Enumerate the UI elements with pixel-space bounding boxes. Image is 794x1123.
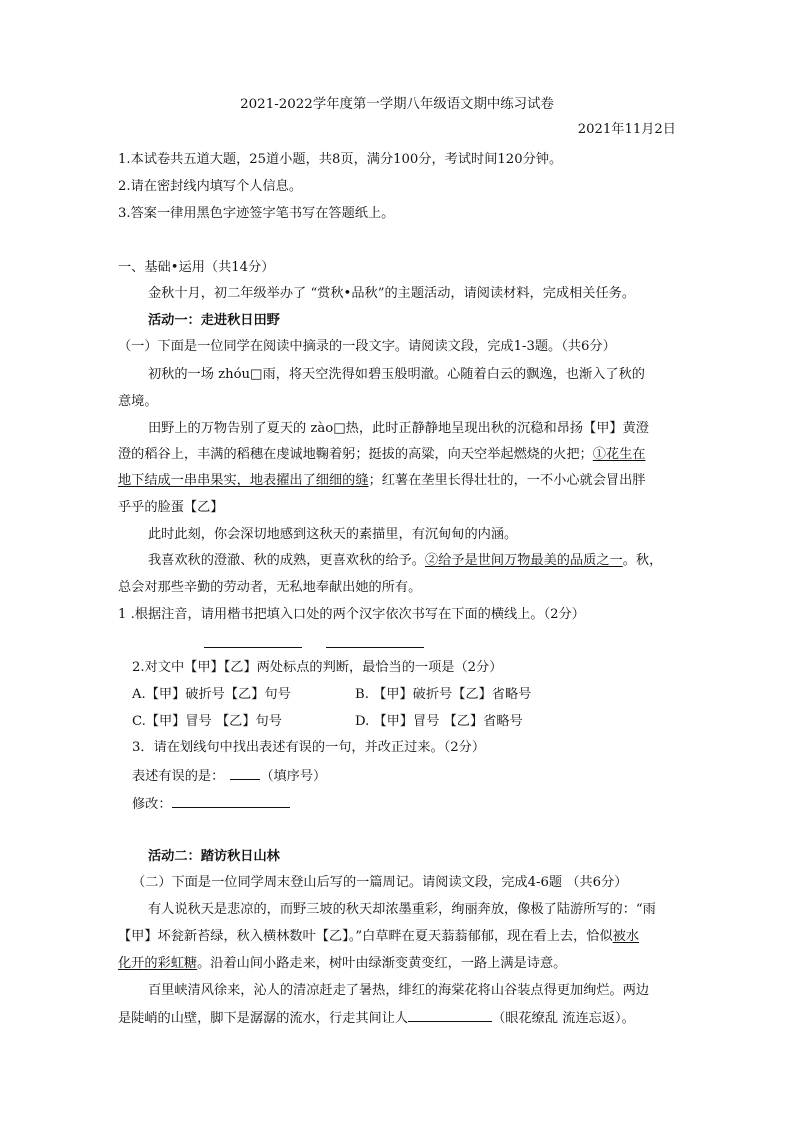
journal-paragraph-2a: 百里峡清风徐来，沁人的清凉赶走了暑热，绯红的海棠花将山谷装点得更加绚烂。两边 (148, 983, 650, 998)
option-a[interactable]: A.【甲】破折号【乙】句号 (132, 687, 291, 702)
journal-paragraph-1a: 有人说秋天是悲凉的，而野三坡的秋天却浓墨重彩，绚丽奔放，像极了陆游所写的：“雨 (148, 902, 656, 917)
exam-date: 2021年11月2日 (577, 122, 676, 137)
answer-blank-1[interactable] (204, 634, 302, 648)
question-1: 1 .根据注音，请用楷书把填入口处的两个汉字依次书写在下面的横线上。（2分） (118, 607, 585, 622)
passage-paragraph-2b (118, 446, 678, 464)
idiom-blank[interactable] (408, 1008, 492, 1022)
instruction-2: 2.请在密封线内填写个人信息。 (118, 179, 303, 194)
activity-1-title: 活动一：走进秋日田野 (148, 313, 280, 328)
idiom-choices: （眼花缭乱 流连忘返）。 (492, 1011, 635, 1026)
underlined-sentence-1-cont: 地下结成一串串果实，地表擢出了细细的缝 (118, 473, 369, 488)
passage-paragraph-2a: 田野上的万物告别了夏天的 zào□热，此时正静静地呈现出秋的沉稳和昂扬【甲】黄澄 (148, 421, 649, 436)
wrong-label: 表述有误的是： (132, 769, 225, 784)
activity-2-title: 活动二：踏访秋日山林 (148, 849, 280, 864)
underlined-phrase-cont: 化开的彩虹糖 (118, 956, 198, 971)
wrong-number-blank[interactable] (230, 766, 260, 780)
wrong-hint: （填序号） (260, 769, 327, 784)
section-heading: 一、基础•运用（共14分） (118, 260, 275, 275)
passage-paragraph-2c (118, 472, 678, 490)
passage-text: 我喜欢秋的澄澈、秋的成熟，更喜欢秋的给予。 (148, 553, 425, 568)
passage-paragraph-4b: 总会对那些辛勤的劳动者，无私地奉献出她的所有。 (118, 580, 422, 595)
journal-paragraph-2b (118, 1008, 678, 1028)
passage-paragraph-4a (148, 552, 678, 570)
fix-label: 修改： (132, 797, 172, 812)
passage-text: ；红薯在垄里长得壮壮的，一不小心就会冒出胖 (368, 473, 646, 488)
underlined-sentence-2: ②给予是世间万物最美的品质之一 (424, 553, 623, 568)
instruction-1: 1.本试卷共五道大题，25道小题，共8页，满分100分，考试时间120分钟。 (118, 152, 563, 167)
passage-text: 。秋， (622, 553, 663, 568)
passage-paragraph-3: 此时此刻，你会深切地感到这秋天的素描里，有沉甸甸的内涵。 (148, 527, 518, 542)
underlined-sentence-1: ①花生在 (592, 447, 646, 462)
question-2: 2.对文中【甲】【乙】两处标点的判断，最恰当的一项是（2分） (132, 660, 503, 675)
instruction-3: 3.答案一律用黑色字迹签字笔书写在答题纸上。 (118, 206, 395, 221)
option-c[interactable]: C.【甲】冒号 【乙】句号 (132, 714, 282, 729)
journal-text: 是陡峭的山壁，脚下是潺潺的流水，行走其间让人 (118, 1011, 409, 1026)
fix-blank[interactable] (172, 794, 290, 808)
passage-paragraph-1a: 初秋的一场 zhóu□雨，将天空洗得如碧玉般明澈。心随着白云的飘逸，也渐入了秋的 (148, 367, 645, 382)
option-b[interactable]: B. 【甲】破折号【乙】省略号 (355, 687, 532, 702)
question-3-fix-row (132, 794, 692, 814)
passage-paragraph-2d: 乎乎的脸蛋【乙】 (118, 500, 224, 515)
question-3-wrong-row (132, 766, 692, 786)
journal-text: 【甲】坏瓮新苔绿，秋入横林数叶【乙】。”白草畔在夏天蓊蓊郁郁，现在看上去，恰似 (118, 929, 613, 944)
section-intro: 金秋十月，初二年级举办了 “赏秋•品秋”的主题活动，请阅读材料，完成相关任务。 (148, 286, 636, 301)
passage-paragraph-1b: 意境。 (118, 394, 158, 409)
question-3: 3．请在划线句中找出表述有误的一句，并改正过来。（2分） (132, 740, 486, 755)
option-d[interactable]: D. 【甲】冒号 【乙】省略号 (355, 714, 523, 729)
exam-title: 2021-2022学年度第一学期八年级语文期中练习试卷 (240, 97, 554, 112)
passage-text: 澄的稻谷上，丰满的稻穗在虔诚地鞠着躬；挺拔的高粱，向天空举起燃烧的火把； (118, 447, 593, 462)
journal-paragraph-1c (118, 955, 678, 973)
question-1-answer-area (118, 634, 678, 654)
part-1-heading: （一）下面是一位同学在阅读中摘录的一段文字。请阅读文段，完成1-3题。（共6分） (118, 339, 616, 354)
journal-text: 。沿着山间小路走来，树叶由绿渐变黄变红，一路上满是诗意。 (197, 956, 567, 971)
underlined-phrase: 被水 (612, 929, 640, 944)
part-2-heading: （二）下面是一位同学周末登山后写的一篇周记。请阅读文段，完成4-6题 （共6分） (132, 875, 628, 890)
journal-paragraph-1b (118, 928, 678, 946)
answer-blank-2[interactable] (326, 634, 424, 648)
